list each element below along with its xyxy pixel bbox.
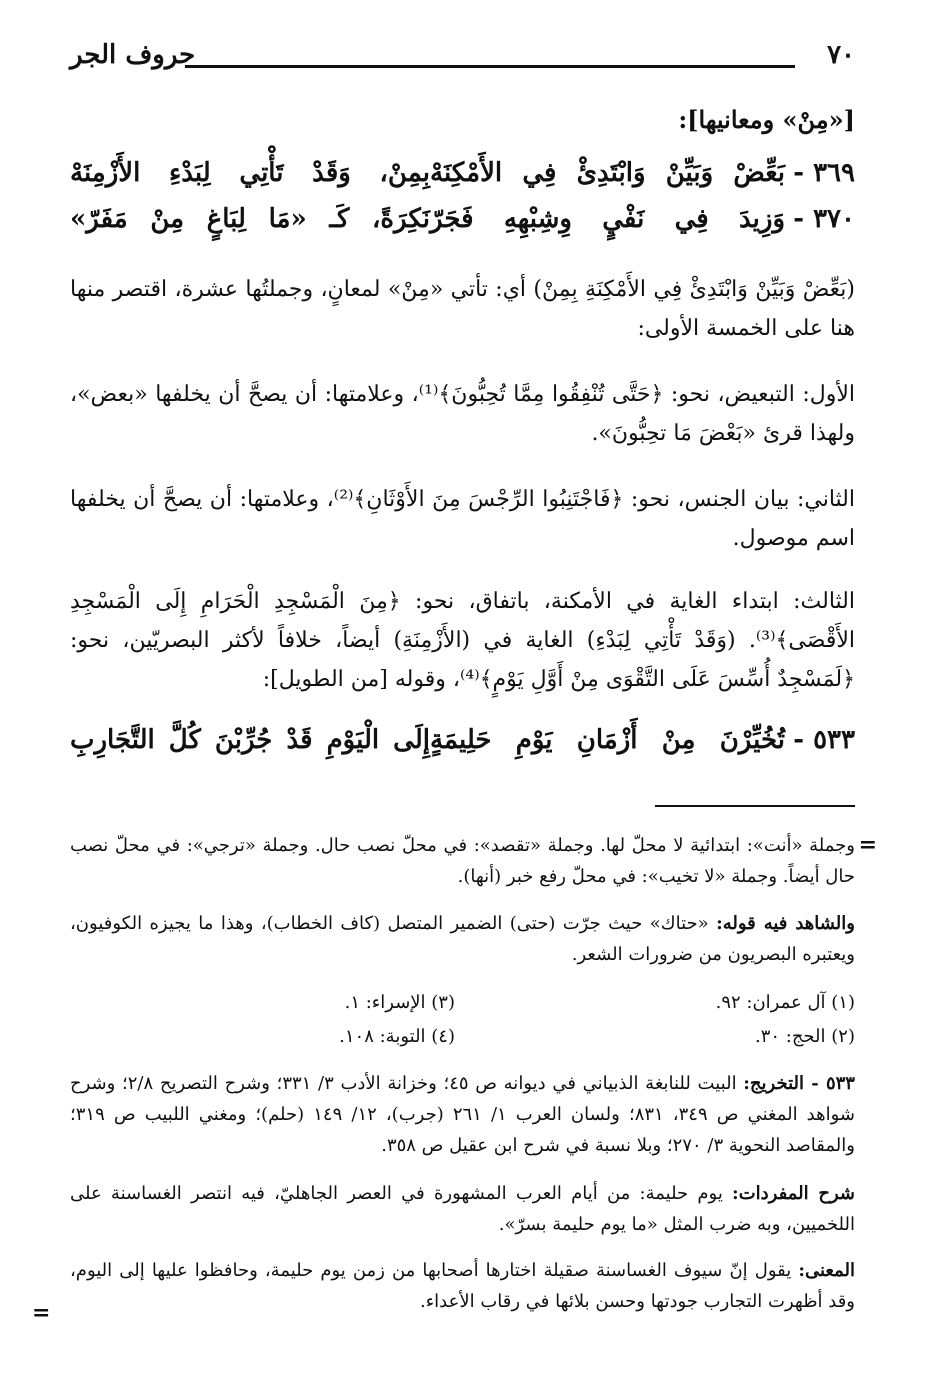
takhrij-label: ٥٣٣ - التخريج:	[743, 1073, 855, 1094]
continuation-mark-top: =	[858, 832, 877, 858]
reference-3: (٣) الإسراء: ١.	[344, 992, 455, 1013]
footnote-mufradat	[70, 1178, 855, 1240]
paragraph-second-meaning: الثاني: بيان الجنس، نحو: ﴿فَاجْتَنِبُوا الرِّجْسَ مِنَ الأَوْثَانِ﴾⁽²⁾، وعلامتها: أن يصحَّ أن يخلفها اسم موصول.	[70, 487, 856, 551]
verse-369	[70, 158, 855, 204]
reference-1: (١) آل عمران: ٩٢.	[715, 992, 855, 1013]
takhrij-text: البيت للنابغة الذبياني في ديوانه ص ٤٥؛ وخزانة الأدب ٣/ ٣٣١؛ وشرح التصريح ٢/٨؛ وشرح شواهد المغني ص ٣٤٩، ٨٣١؛ ولسان العرب ١/ ٢٦١ (جرب)، ١٢/ ١٤٩ (حلم)؛ ومغني اللبيب ص ٣١٩؛ والمقاصد النحوية ٣/ ٢٧٠؛ وبلا نسبة في شرح ابن عقيل ص ٣٥٨.	[70, 1073, 855, 1156]
book-page	[70, 30, 855, 1360]
reference-4: (٤) التوبة: ١٠٨.	[339, 1026, 455, 1047]
footnote-shahid	[70, 908, 855, 970]
footnote-takhrij	[70, 1068, 855, 1161]
continuation-mark-bottom: =	[32, 1300, 51, 1326]
section-heading: [«مِنْ» ومعانيها]:	[678, 105, 855, 134]
page-header	[70, 40, 855, 80]
meaning-label: المعنى:	[798, 1260, 855, 1281]
verse-number: ٣٦٩ -	[793, 158, 855, 188]
paragraph-intro: (بَعِّضْ وَبَيِّنْ وَابْتَدِئْ فِي الأَمْكِنَةِ بِمِنْ) أي: تأتي «مِنْ» لمعانٍ، وجملتُها عشرة، اقتصر منها هنا على الخمسة الأولى:	[70, 277, 855, 341]
verse-second-hemistich: بِمِنْ، وَقَدْ تَأْتِي لِبَدْءِ الأَزْمِنَهْ	[70, 158, 430, 188]
running-title: حروف الجر	[70, 40, 196, 70]
shahid-label: والشاهد فيه قوله:	[716, 913, 855, 934]
verse-370	[70, 204, 855, 250]
verse-number: ٣٧٠ -	[793, 204, 855, 234]
verse-first-hemistich: وَزِيدَ فِي نَفْيٍ وِشِبْهِهِ فَجَرّ	[430, 204, 785, 234]
verse-number: ٥٣٣ -	[793, 725, 855, 755]
footnote-continuation: وجملة «أنت»: ابتدائية لا محلّ لها. وجملة «تقصد»: في محلّ نصب حال. وجملة «ترجي»: في محلّ نصب حال أيضاً. وجملة «لا تخيب»: في محلّ رفع خبر (أنها).	[70, 835, 855, 887]
page-number: ٧٠	[827, 40, 855, 70]
verse-first-hemistich: تُخُيِّرْنَ مِنْ أَزْمَانِ يَوْمِ حَلِيمَةٍ	[430, 725, 785, 755]
paragraph-third-meaning: الثالث: ابتداء الغاية في الأمكنة، باتفاق، نحو: ﴿مِنَ الْمَسْجِدِ الْحَرَامِ إِلَى الْمَسْجِدِ الأَقْصَى﴾⁽³⁾. (وَقَدْ تَأْتِي لِبَدْءِ) الغاية في (الأَزْمِنَةِ) أيضاً، خلافاً لأكثر البصريّين، نحو: ﴿لَمَسْجِدٌ أُسِّسَ عَلَى التَّقْوَى مِنْ أَوَّلِ يَوْمٍ﴾⁽⁴⁾، وقوله [من الطويل]:	[70, 589, 855, 692]
reference-2: (٢) الحج: ٣٠.	[754, 1026, 855, 1047]
mufradat-label: شرح المفردات:	[732, 1183, 855, 1204]
verse-first-hemistich: بَعِّضْ وَبَيِّنْ وَابْتَدِئْ فِي الأَمْكِنَهْ	[430, 158, 785, 188]
verse-second-hemistich: نَكِرَةً، كَـ «مَا لِبَاغٍ مِنْ مَفَرّ»	[70, 204, 430, 234]
verse-second-hemistich: إِلَى الْيَوْمِ قَدْ جُرِّبْنَ كُلَّ التَّجَارِبِ	[70, 725, 430, 755]
footnote-separator	[655, 805, 855, 807]
verse-533	[70, 725, 855, 771]
paragraph-first-meaning: الأول: التبعيض، نحو: ﴿حَتَّى تُنْفِقُوا مِمَّا تُحِبُّونَ﴾⁽¹⁾، وعلامتها: أن يصحَّ أن يخلفها «بعض»، ولهذا قرئ «بَعْضَ مَا تحِبُّونَ».	[70, 382, 855, 446]
header-rule	[185, 65, 795, 68]
mufradat-text: يوم حليمة: من أيام العرب المشهورة في العصر الجاهليّ، فيه انتصر الغساسنة على اللخميين، وبه ضرب المثل «ما يوم حليمة بسرّ».	[70, 1183, 855, 1235]
shahid-text: «حتاك» حيث جرّت (حتى) الضمير المتصل (كاف الخطاب)، وهذا ما يجيزه الكوفيون، ويعتبره البصريون من ضرورات الشعر.	[70, 913, 855, 965]
footnote-meaning	[70, 1255, 855, 1317]
meaning-text: يقول إنّ سيوف الغساسنة صقيلة اختارها أصحابها من زمن يوم حليمة، وحافظوا عليها إلى اليوم، وقد أظهرت التجارب جودتها وحسن بلائها في رقاب الأعداء.	[70, 1260, 855, 1312]
